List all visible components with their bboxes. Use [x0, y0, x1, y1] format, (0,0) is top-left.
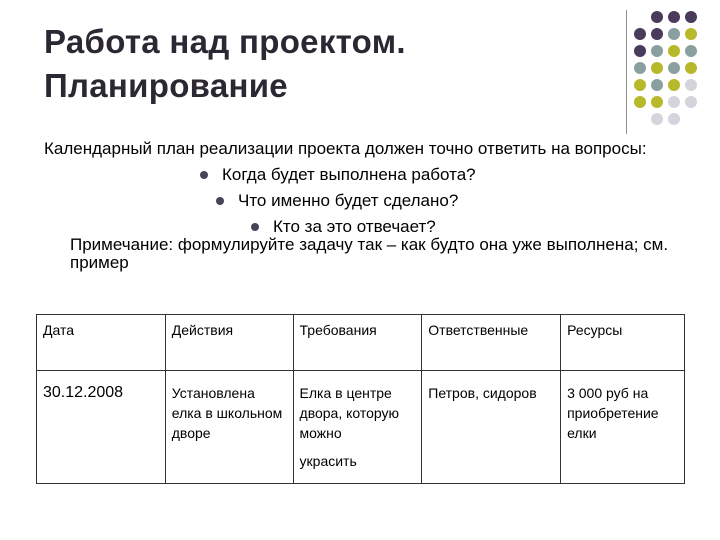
dot [651, 96, 663, 108]
dot [651, 45, 663, 57]
question-text: Когда будет выполнена работа? [222, 165, 476, 184]
slide-body [44, 140, 694, 272]
table-row [37, 371, 685, 484]
title-line-2: Планирование [44, 67, 288, 104]
dot [651, 79, 663, 91]
dot [668, 96, 680, 108]
header-cell-actions: Действия [165, 315, 293, 371]
dot [651, 62, 663, 74]
dot [634, 28, 646, 40]
cell-responsible: Петров, сидоров [422, 371, 561, 484]
cell-date: 30.12.2008 [37, 371, 166, 484]
dot [685, 11, 697, 23]
dot [668, 28, 680, 40]
plan-table [36, 314, 685, 484]
question-item [200, 166, 694, 184]
dot [685, 45, 697, 57]
dot [651, 28, 663, 40]
header-cell-date: Дата [37, 315, 166, 371]
dot [634, 45, 646, 57]
note-text: Примечание: формулируйте задачу так – как будто она уже выполнена; см. пример [70, 235, 669, 272]
cell-action: Установлена елка в школьном дворе [165, 371, 293, 484]
dot [668, 62, 680, 74]
slide-title [44, 20, 406, 108]
dot [668, 11, 680, 23]
dot [668, 79, 680, 91]
header-cell-requirements: Требования [293, 315, 422, 371]
decorative-divider [626, 10, 627, 134]
header-cell-responsible: Ответственные [422, 315, 561, 371]
bullet-dot-icon [251, 223, 259, 231]
bullet-dot-icon [216, 197, 224, 205]
requirement-text-continued: украсить [299, 453, 357, 469]
dot [685, 79, 697, 91]
intro-text: Календарный план реализации проекта должен точно ответить на вопросы: [44, 139, 647, 158]
table-header-row [37, 315, 685, 371]
cell-requirement [293, 371, 422, 484]
dot [685, 28, 697, 40]
dot [685, 96, 697, 108]
question-text: Что именно будет сделано? [238, 191, 459, 210]
title-line-1: Работа над проектом. [44, 23, 406, 60]
dot [651, 113, 663, 125]
dot [634, 96, 646, 108]
requirement-text: Елка в центре двора, которую можно [299, 385, 400, 441]
cell-resources: 3 000 руб на приобретение елки [561, 371, 685, 484]
dot [634, 79, 646, 91]
dot [668, 113, 680, 125]
bullet-dot-icon [200, 171, 208, 179]
header-cell-resources: Ресурсы [561, 315, 685, 371]
dot [668, 45, 680, 57]
question-item [216, 192, 694, 210]
dot [651, 11, 663, 23]
dot [634, 62, 646, 74]
question-text: Кто за это отвечает? [273, 217, 436, 236]
dot [685, 62, 697, 74]
question-item [251, 218, 694, 236]
